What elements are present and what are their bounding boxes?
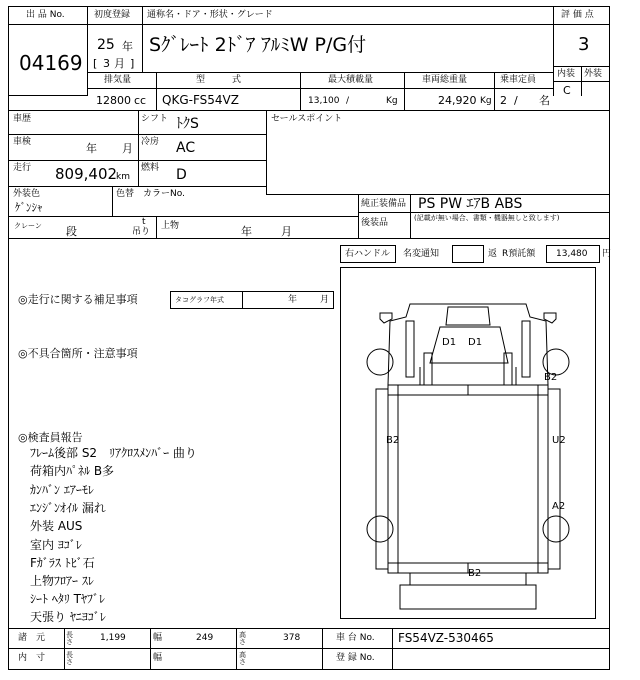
gross-weight-label: 車両総重量 — [422, 75, 468, 85]
damage-mark: U2 — [552, 435, 566, 446]
reg-label: 初度登録 — [94, 10, 131, 20]
name-change-box — [452, 245, 484, 263]
inspector-line: 荷箱内ﾊﾟﾈﾙ B多 — [30, 464, 115, 478]
width-value: 249 — [196, 633, 214, 643]
inspector-line: 上物ﾌﾛｱｰ ｽﾚ — [30, 574, 94, 588]
mileage-label: 走行 — [13, 163, 32, 173]
ac-value: AC — [176, 140, 196, 156]
rating-score: 3 — [578, 34, 590, 55]
equipment-label: 純正装備品 — [361, 199, 407, 209]
shift-value: ﾄｸS — [176, 116, 199, 132]
damage-mark: B2 — [386, 435, 400, 446]
color-code-label: カラーNo. — [143, 189, 185, 199]
chassis-label: 車 台 No. — [336, 633, 375, 643]
damage-mark: D1 — [468, 337, 483, 348]
lot-no-label: 出 品 No. — [26, 10, 65, 20]
fuel-label: 燃料 — [141, 163, 160, 173]
equipment-value: PS PW ｴｱB ABS — [418, 196, 523, 212]
displacement: 12800 — [96, 94, 131, 107]
reg-no-label: 登 録 No. — [336, 653, 375, 663]
damage-mark: D1 — [442, 337, 457, 348]
inspector-line: 天張り ﾔﾆﾖｺﾞﾚ — [30, 610, 106, 624]
rating-label: 評 価 点 — [561, 10, 594, 20]
crane-label: クレーン — [14, 222, 42, 230]
inspection-label: 車検 — [13, 137, 32, 147]
mileage-value: 809,402 — [55, 165, 118, 183]
reg-month: 3 — [103, 57, 110, 70]
inspector-line: 室内 ﾖｺﾞﾚ — [30, 538, 82, 552]
displacement-label: 排気量 — [104, 75, 132, 85]
inspector-line: Fｶﾞﾗｽ ﾄﾋﾞ石 — [30, 556, 95, 570]
driving-notes-label: ◎走行に関する補足事項 — [18, 293, 138, 306]
inspector-line: ｶﾝﾊﾞﾝ ｴｱｰﾓﾚ — [30, 483, 94, 497]
height-value: 378 — [283, 633, 301, 643]
steering: 右ハンドル — [345, 249, 391, 259]
defects-label: ◎不具合箇所・注意事項 — [18, 347, 138, 360]
damage-mark: A2 — [552, 501, 566, 512]
damage-mark: B2 — [544, 372, 558, 383]
history-label: 車歴 — [13, 114, 32, 124]
inspector-line: ﾌﾚｰﾑ後部 S2 ﾘｱｸﾛｽﾒﾝﾊﾞｰ 曲り — [30, 446, 197, 460]
length-value: 1,199 — [100, 633, 126, 643]
fuel-value: D — [176, 167, 187, 183]
capacity: 2 — [500, 94, 507, 107]
ac-label: 冷房 — [141, 137, 160, 147]
spec-label: 通称名・ドア・形状・グレード — [147, 10, 273, 20]
inspector-label: ◎検査員報告 — [18, 431, 83, 444]
capacity-label: 乗車定員 — [500, 75, 537, 85]
lot-no: 04169 — [19, 51, 83, 75]
chassis-no: FS54VZ-530465 — [398, 631, 494, 645]
max-load: 13,100 — [308, 96, 340, 106]
reg-year-unit: 年 — [122, 40, 133, 53]
model-code: QKG-FS54VZ — [162, 93, 239, 107]
color-change-label: 色替 — [116, 189, 135, 199]
interior-label: 内装 — [557, 69, 576, 79]
ext-color-label: 外装色 — [13, 189, 41, 199]
inspector-line: ｼｰﾄ ﾍﾀﾘ Tﾔﾌﾞﾚ — [30, 592, 105, 606]
truck-diagram — [340, 267, 596, 619]
recycle-amount: 13,480 — [556, 249, 588, 259]
gross-weight: 24,920 — [438, 94, 477, 107]
loading-label: 上物 — [161, 221, 180, 231]
recycle-label: R預託額 — [502, 249, 536, 259]
damage-mark: B2 — [468, 568, 482, 579]
name-change-label: 名変通知 — [403, 249, 440, 259]
exterior-label: 外装 — [584, 69, 603, 79]
tachograph-label: タコグラフ年式 — [175, 296, 224, 304]
model-label: 型 式 — [196, 75, 242, 85]
model-description: Sｸﾞﾚｰﾄ 2ﾄﾞｱ ｱﾙﾐW P/G付 — [149, 34, 367, 56]
aftermarket-note: (記載が無い場合、書類・機器無しと致します) — [414, 214, 560, 222]
shift-label: シフト — [141, 114, 169, 124]
inspector-line: ｴﾝｼﾞﾝｵｲﾙ 漏れ — [30, 501, 106, 515]
max-load-label: 最大積載量 — [328, 75, 374, 85]
inspector-line: 外装 AUS — [30, 519, 83, 533]
sales-points-label: セールスポイント — [271, 114, 343, 124]
interior-dims-label: 内 寸 — [18, 653, 46, 663]
reg-year: 25 — [97, 37, 115, 53]
dims-label: 諸 元 — [18, 633, 46, 643]
ext-color: ｹﾞﾝｼｬ — [15, 201, 43, 214]
aftermarket-label: 後装品 — [361, 218, 389, 228]
interior-grade: C — [563, 84, 571, 97]
